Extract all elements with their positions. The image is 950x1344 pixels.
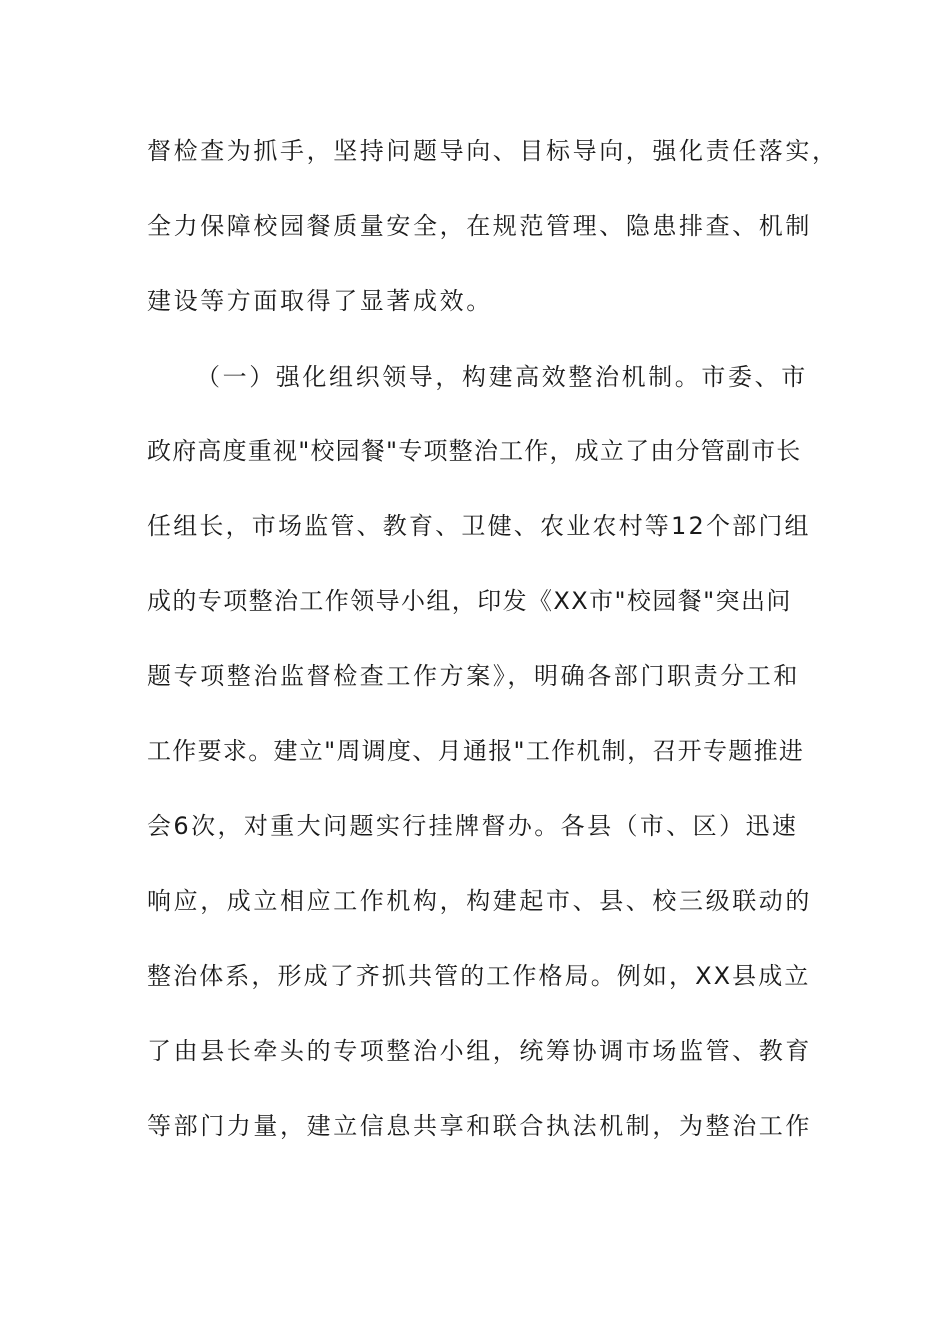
text-line: 了由县长牵头的专项整治小组，统筹协调市场监管、教育 (147, 1037, 812, 1065)
text-line: 成的专项整治工作领导小组，印发《XX市"校园餐"突出问 (147, 587, 792, 615)
text-line: 督检查为抓手，坚持问题导向、目标导向，强化责任落实， (147, 137, 839, 165)
text-line: 建设等方面取得了显著成效。 (147, 287, 493, 315)
paragraph-heading-line: （一）强化组织领导，构建高效整治机制。市委、市 (196, 363, 808, 391)
text-line: 任组长，市场监管、教育、卫健、农业农村等12个部门组 (147, 512, 811, 540)
text-line: 工作要求。建立"周调度、月通报"工作机制，召开专题推进 (147, 737, 805, 765)
text-line: 题专项整治监督检查工作方案》，明确各部门职责分工和 (147, 662, 800, 690)
text-line: 等部门力量，建立信息共享和联合执法机制，为整治工作 (147, 1112, 812, 1140)
text-line: 整治体系，形成了齐抓共管的工作格局。例如，XX县成立 (147, 962, 811, 990)
text-line: 全力保障校园餐质量安全，在规范管理、隐患排查、机制 (147, 212, 812, 240)
text-line: 政府高度重视"校园餐"专项整治工作，成立了由分管副市长 (147, 437, 802, 465)
text-line: 响应，成立相应工作机构，构建起市、县、校三级联动的 (147, 887, 812, 915)
text-line: 会6次，对重大问题实行挂牌督办。各县（市、区）迅速 (147, 812, 799, 840)
